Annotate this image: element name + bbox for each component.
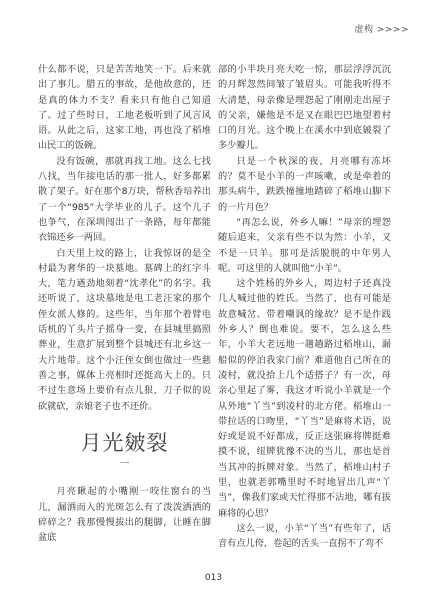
section-number: 一 [119,459,130,471]
story-title-block [38,430,211,473]
paragraph: 这么一说，小羊“丫当”有些年了，话音有点儿侉，卷起的舌头一直拐不了弯不 [218,522,391,550]
section-header: 虚构 >>>> [354,25,409,35]
paragraph: 白天里上坟的路上，让我惊讶的是全村最为奢华的一块墓地。墓碑上的红字斗大，笔力遒劲地刻着“沈孝化”的名字。我还听说了，这块墓地是电工老汪家的那个侄女派人修的。这些年，当年那个着臂电话机的丫头片子摇身一变，在县城里搞照葬业，生意扩展到整个县城还有北乡这一大片地带。这个小汪侄女倒也做过一些慈善之事，媒体上亮相时还挺高大上的。只不过生意场上要价有点儿狠，刀子似的说砍就砍，亲娘老子也不还价。 [38,247,211,412]
page-number: 013 [204,573,223,583]
paragraph: 什么都不说，只是苦苦地笑一下。后来就出了事儿。腊五的事故，是他故意的，还是真的体力不支？看来只有他自己知道了。过了些时日，工地老板听到了风言风语。从此之后，这家工地，再也没了稻堆山民工的饭碗。 [38,64,211,152]
paragraph: 没有饭碗，那就再找工地。这么七找八找，当年接电话的那一批人，好多都累散了架子。好在那个8万块，帮秋香培养出了一个“985”大学毕业的儿子。这个儿子也争气，在深圳闯出了一条路，每年都能衣锦还乡一两回。 [38,155,211,244]
right-column [218,62,391,552]
paragraph: 月亮瞅起的小嘴刚一咬住窗台的当儿，漏洒而入的光斑怎么有了泼泼洒洒的碎碎之？我那慢慢拔出的腿脚，让睡在脚盆底 [38,486,211,544]
paragraph: 这个姓杨的外乡人，周边村子还真没几人喊过他的姓氏。当然了，也有可能是故意喊岔、带着嘲讽的缘故？是不是作践外乡人？倒也难说。要不，怎么这么些年，小羊大老远地一趟趟路过稻堆山，漏船似的停泊我家门前？难道他自己所在的凌村，就没拾上几个适搭子？有一次，母亲心里起了雾，我这才听说小羊就是一个从外地“丫当”到凌村的北方佬。稻堆山一带拉话的口吻里，“丫当”是麻将术语，说好或是说不好都成，反正这张麻将牌挺难摸不说，纽牌犹豫不决的当儿，那也是首当其冲的拆牌对象。当然了，稻堆山村子里，也就老郭嘴里时不时地冒出几声“丫当”，像我们家或天忙得那不沾地，哪有拔麻将的心思？ [218,278,391,519]
paragraph: “再怎么说，外乡人嘛！”母亲的埋怨随后追来，父亲有些不以为然：小羊，又不是一只羊。那可是活脱脱的中年男人呢。可这里的人就叫他“小羊”。 [218,216,391,274]
story-title: 月光皴裂 [80,430,169,455]
paragraph: 只是一个秋深的夜，月亮哪有冻坏的？莫不是小羊的一声咳嗽，或是牵着的那头病牛，跌跌撞撞地踏碎了稻堆山脚下的一片月色？ [218,155,391,213]
paragraph: 部的小半块月亮大吃一惊，那层浮浮沉沉的月辉忽然间皱了皱眉头。可能我听得不大清楚，母亲像是埋怨起了刚刚走出屋子的父亲，嫌他是不是又在眼巴巴地望着村口的月光。这个晚上在溪水中到底皴裂了多少瓣儿。 [218,64,391,152]
left-column [38,62,211,546]
